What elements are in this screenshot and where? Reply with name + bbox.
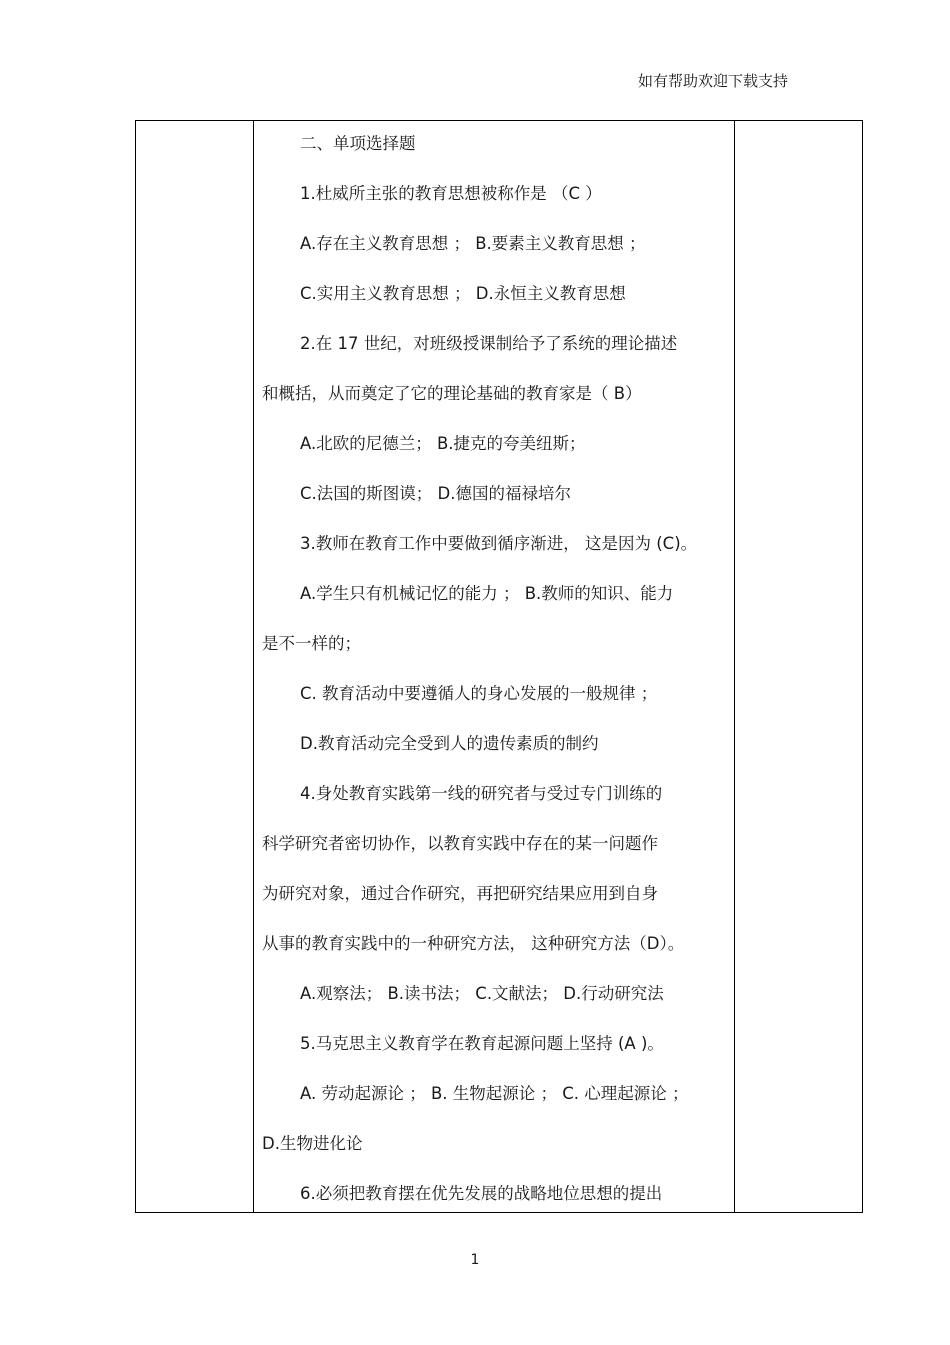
header-note: 如有帮助欢迎下载支持 <box>637 72 788 90</box>
right-column-divider <box>734 121 735 1212</box>
question-line: 5.马克思主义教育学在教育起源问题上坚持 (A )。 <box>300 1034 664 1053</box>
option-line: C.法国的斯图谟； D.德国的福禄培尔 <box>300 484 571 503</box>
option-line: C. 教育活动中要遵循人的身心发展的一般规律 ； <box>300 684 658 703</box>
question-line: 3.教师在教育工作中要做到循序渐进， 这是因为 (C)。 <box>300 534 698 553</box>
option-line: A.学生只有机械记忆的能力 ； B.教师的知识、能力 <box>300 584 674 603</box>
option-line: 是不一样的； <box>262 634 361 653</box>
page-number: 1 <box>470 1252 480 1268</box>
option-line: A.观察法； B.读书法； C.文献法； D.行动研究法 <box>300 984 664 1003</box>
section-title: 二、单项选择题 <box>300 134 416 153</box>
page-table <box>135 120 863 1213</box>
option-line: D.教育活动完全受到人的遗传素质的制约 <box>300 734 599 753</box>
question-line: 1.杜威所主张的教育思想被称作是 （C ） <box>300 184 602 203</box>
left-column-divider <box>253 121 254 1212</box>
question-line: 为研究对象，通过合作研究，再把研究结果应用到自身 <box>262 884 658 903</box>
question-line: 和概括，从而奠定了它的理论基础的教育家是（ B） <box>262 384 642 403</box>
option-line: A.存在主义教育思想 ； B.要素主义教育思想 ； <box>300 234 646 253</box>
question-line: 科学研究者密切协作，以教育实践中存在的某一问题作 <box>262 834 658 853</box>
question-line: 从事的教育实践中的一种研究方法， 这种研究方法（D）。 <box>262 934 685 953</box>
option-line: A. 劳动起源论 ； B. 生物起源论 ； C. 心理起源论 ； <box>300 1084 689 1103</box>
question-line: 6.必须把教育摆在优先发展的战略地位思想的提出 <box>300 1184 663 1203</box>
option-line: A.北欧的尼德兰； B.捷克的夸美纽斯； <box>300 434 586 453</box>
question-line: 2.在 17 世纪，对班级授课制给予了系统的理论描述 <box>300 334 678 353</box>
option-line: C.实用主义教育思想 ； D.永恒主义教育思想 <box>300 284 626 303</box>
option-line: D.生物进化论 <box>262 1134 363 1153</box>
question-line: 4.身处教育实践第一线的研究者与受过专门训练的 <box>300 784 663 803</box>
